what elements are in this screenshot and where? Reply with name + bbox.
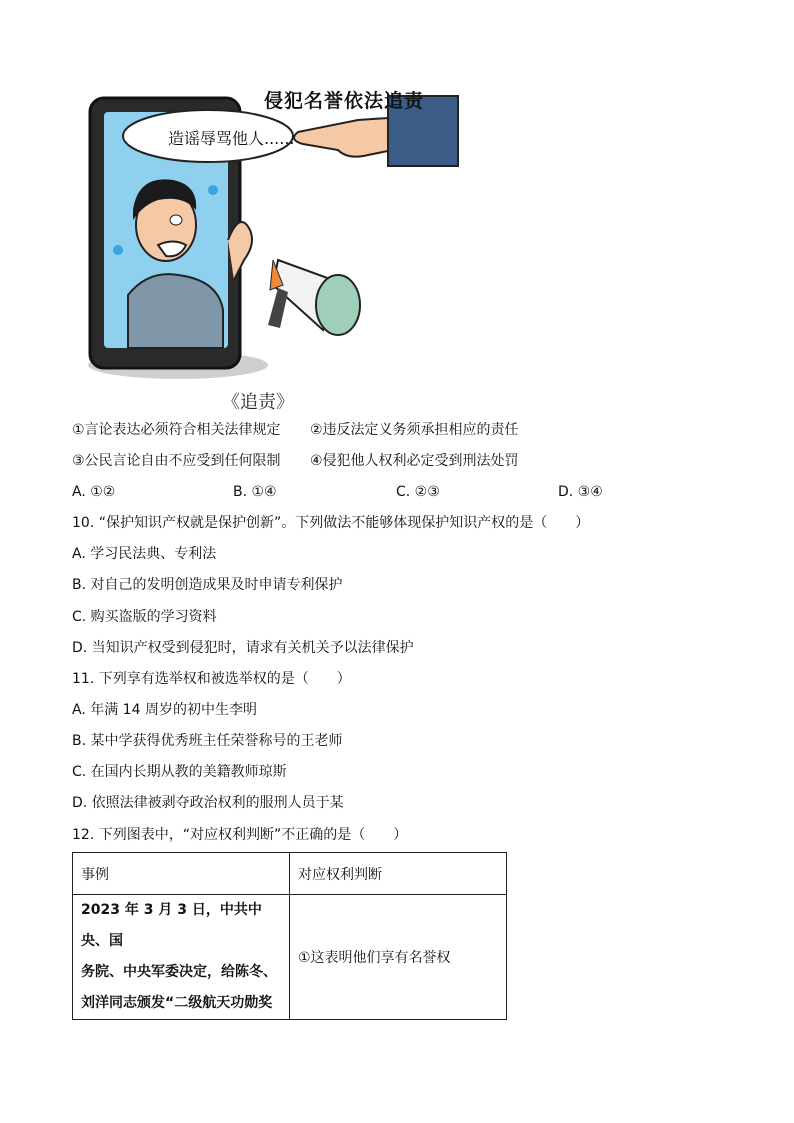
q10-option-b: B. 对自己的发明创造成果及时申请专利保护 [72,577,343,593]
q10-stem: 10. “保护知识产权就是保护创新”。下列做法不能够体现保护知识产权的是（ ） [72,515,590,531]
cartoon-illustration [88,80,468,380]
q10-option-a: A. 学习民法典、专利法 [72,546,217,562]
cartoon-title: 侵犯名誉依法追责 [264,90,425,112]
case-line-3: 刘洋同志颁发“二级航天功勋奖 [81,995,273,1011]
table-cell-judgment: ①这表明他们享有名誉权 [290,895,507,1020]
q9-option-a: A. ①② [72,484,116,500]
table-cell-case [73,895,290,1020]
q11-option-c: C. 在国内长期从教的美籍教师琼斯 [72,764,287,780]
q9-statement-3: ③公民言论自由不应受到任何限制 [72,453,281,469]
q12-table [72,852,507,1020]
q9-statement-2: ②违反法定义务须承担相应的责任 [310,422,519,438]
cartoon-drawing [88,80,468,380]
cartoon-caption: 《追责》 [222,392,294,413]
q9-option-d: D. ③④ [558,484,603,500]
case-line-2: 务院、中央军委决定，给陈冬、 [81,964,277,980]
q9-option-b: B. ①④ [233,484,277,500]
table-header-case: 事例 [73,853,290,895]
q12-stem: 12. 下列图表中，“对应权利判断”不正确的是（ ） [72,827,408,843]
q11-option-b: B. 某中学获得优秀班主任荣誉称号的王老师 [72,733,343,749]
q9-statement-1: ①言论表达必须符合相关法律规定 [72,422,281,438]
q10-option-c: C. 购买盗版的学习资料 [72,609,217,625]
table-header-judgment: 对应权利判断 [290,853,507,895]
q11-option-d: D. 依照法律被剥夺政治权利的服刑人员于某 [72,795,344,811]
q11-stem: 11. 下列享有选举权和被选举权的是（ ） [72,671,351,687]
q11-option-a: A. 年满 14 周岁的初中生李明 [72,702,257,718]
speech-bubble-text: 造谣辱骂他人...... [168,129,295,148]
case-line-1: 2023 年 3 月 3 日，中共中央、国 [81,902,262,949]
q9-option-c: C. ②③ [396,484,440,500]
q9-statement-4: ④侵犯他人权利必定受到刑法处罚 [310,453,519,469]
q10-option-d: D. 当知识产权受到侵犯时，请求有关机关予以法律保护 [72,640,414,656]
